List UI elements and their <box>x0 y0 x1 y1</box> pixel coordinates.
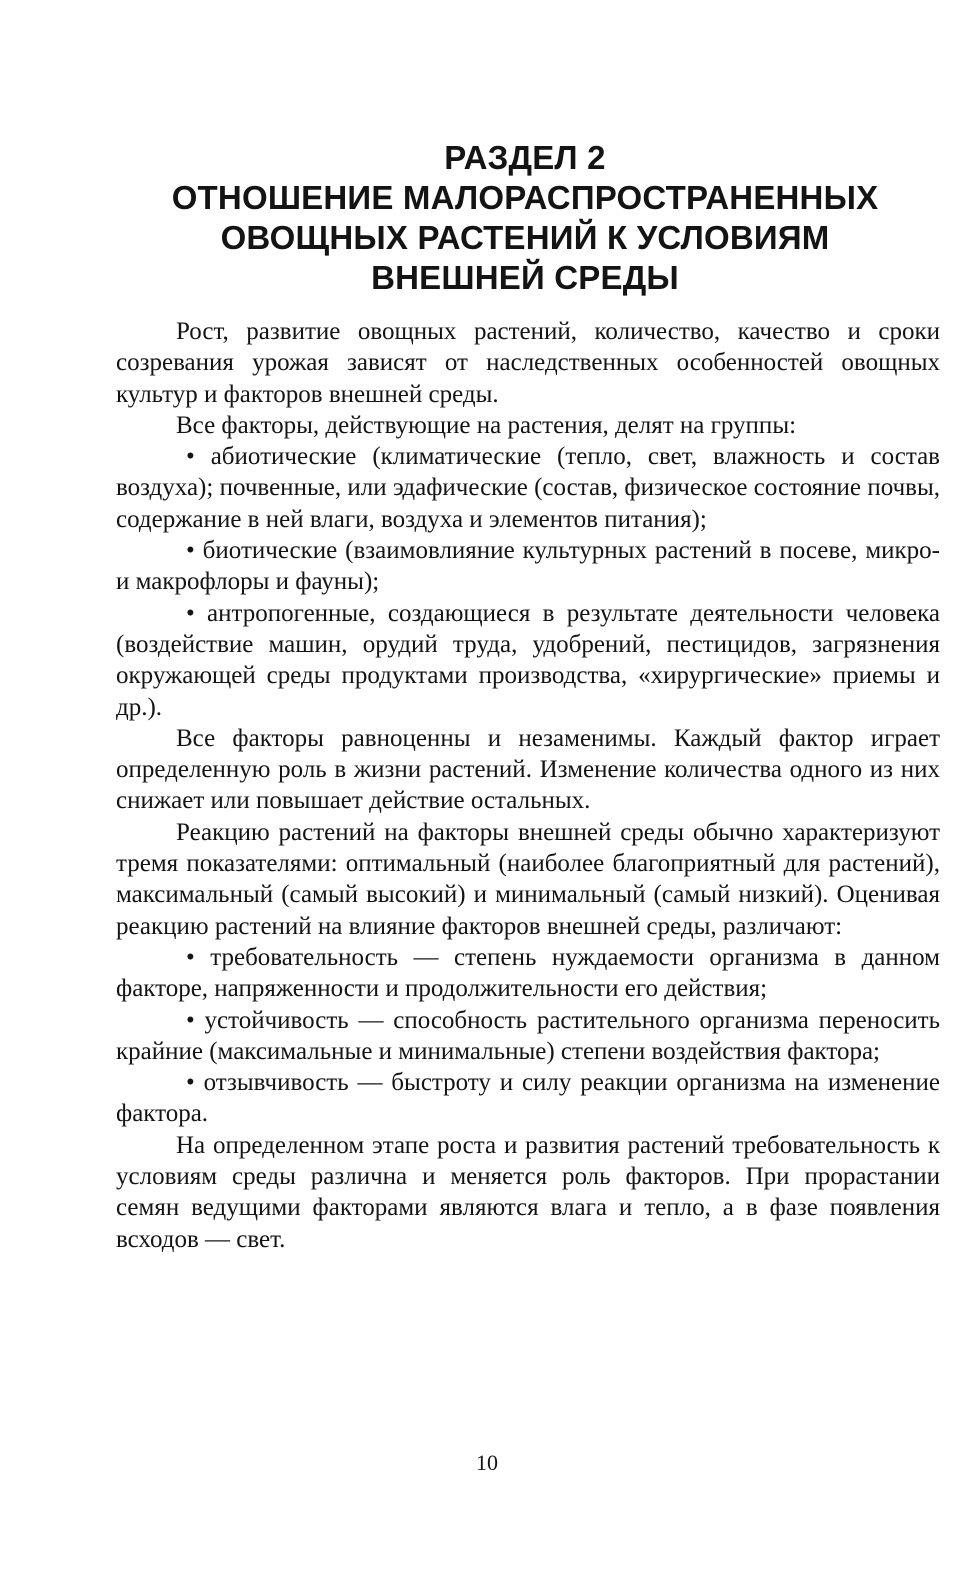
paragraph-stages: На определенном этапе роста и развития растений требовательность к условиям среды различна и меняется роль факторов. При прорастании семян ведущими факторами являются влага и тепло, а в фазе появления всходов — свет. <box>116 1131 940 1253</box>
paragraph-reaction: Реакцию растений на факторы внешней среды обычно характеризуют тремя показателями: оптимальный (наиболее благоприятный для растений), максимальный (самый высокий) и минимальный (самый низкий). Оценивая реакцию растений на влияние факторов внешней среды, различают: <box>116 818 940 940</box>
bullet-anthropogenic: • антропогенные, создающиеся в результате деятельности человека (воздействие машин, орудий труда, удобрений, пестицидов, загрязнения окружающей среды продуктами производства, «хирургические» приемы и др.). <box>116 599 940 721</box>
bullet-responsiveness: • отзывчивость — быстроту и силу реакции организма на изменение фактора. <box>116 1069 940 1128</box>
bullet-resistance: • устойчивость — способность растительного организма переносить крайние (максимальные и минимальные) степени воздействия фактора; <box>116 1006 940 1065</box>
page-number: 10 <box>476 1450 498 1475</box>
bullet-abiotic: • абиотические (климатические (тепло, свет, влажность и состав воздуха); почвенные, или эдафические (состав, физическое состояние почвы, содержание в ней влаги, воздуха и элементов питания); <box>116 443 940 533</box>
paragraph-intro: Рост, развитие овощных растений, количество, качество и сроки созревания урожая зависят от наследственных особенностей овощных культур и факторов внешней среды. <box>116 318 940 408</box>
bullet-biotic: • биотические (взаимовлияние культурных растений в посеве, микро- и макрофлоры и фауны); <box>116 537 940 596</box>
section-title-line-1: ОТНОШЕНИЕ МАЛОРАСПРОСТРАНЕННЫХ <box>171 179 879 216</box>
section-title-line-3: ВНЕШНЕЙ СРЕДЫ <box>371 259 679 296</box>
section-heading <box>110 138 940 298</box>
section-title-line-2: ОВОЩНЫХ РАСТЕНИЙ К УСЛОВИЯМ <box>220 219 830 256</box>
paragraph-factor-groups: Все факторы, действующие на растения, делят на группы: <box>176 411 797 439</box>
bullet-requirement: • требовательность — степень нуждаемости организма в данном факторе, напряженности и продолжительности его действия; <box>116 943 940 1003</box>
paragraph-equivalence: Все факторы равноценны и незаменимы. Каждый фактор играет определенную роль в жизни растений. Изменение количества одного из них снижает или повышает действие остальных. <box>116 724 940 815</box>
body-text <box>116 316 940 1255</box>
section-number: РАЗДЕЛ 2 <box>444 139 606 176</box>
